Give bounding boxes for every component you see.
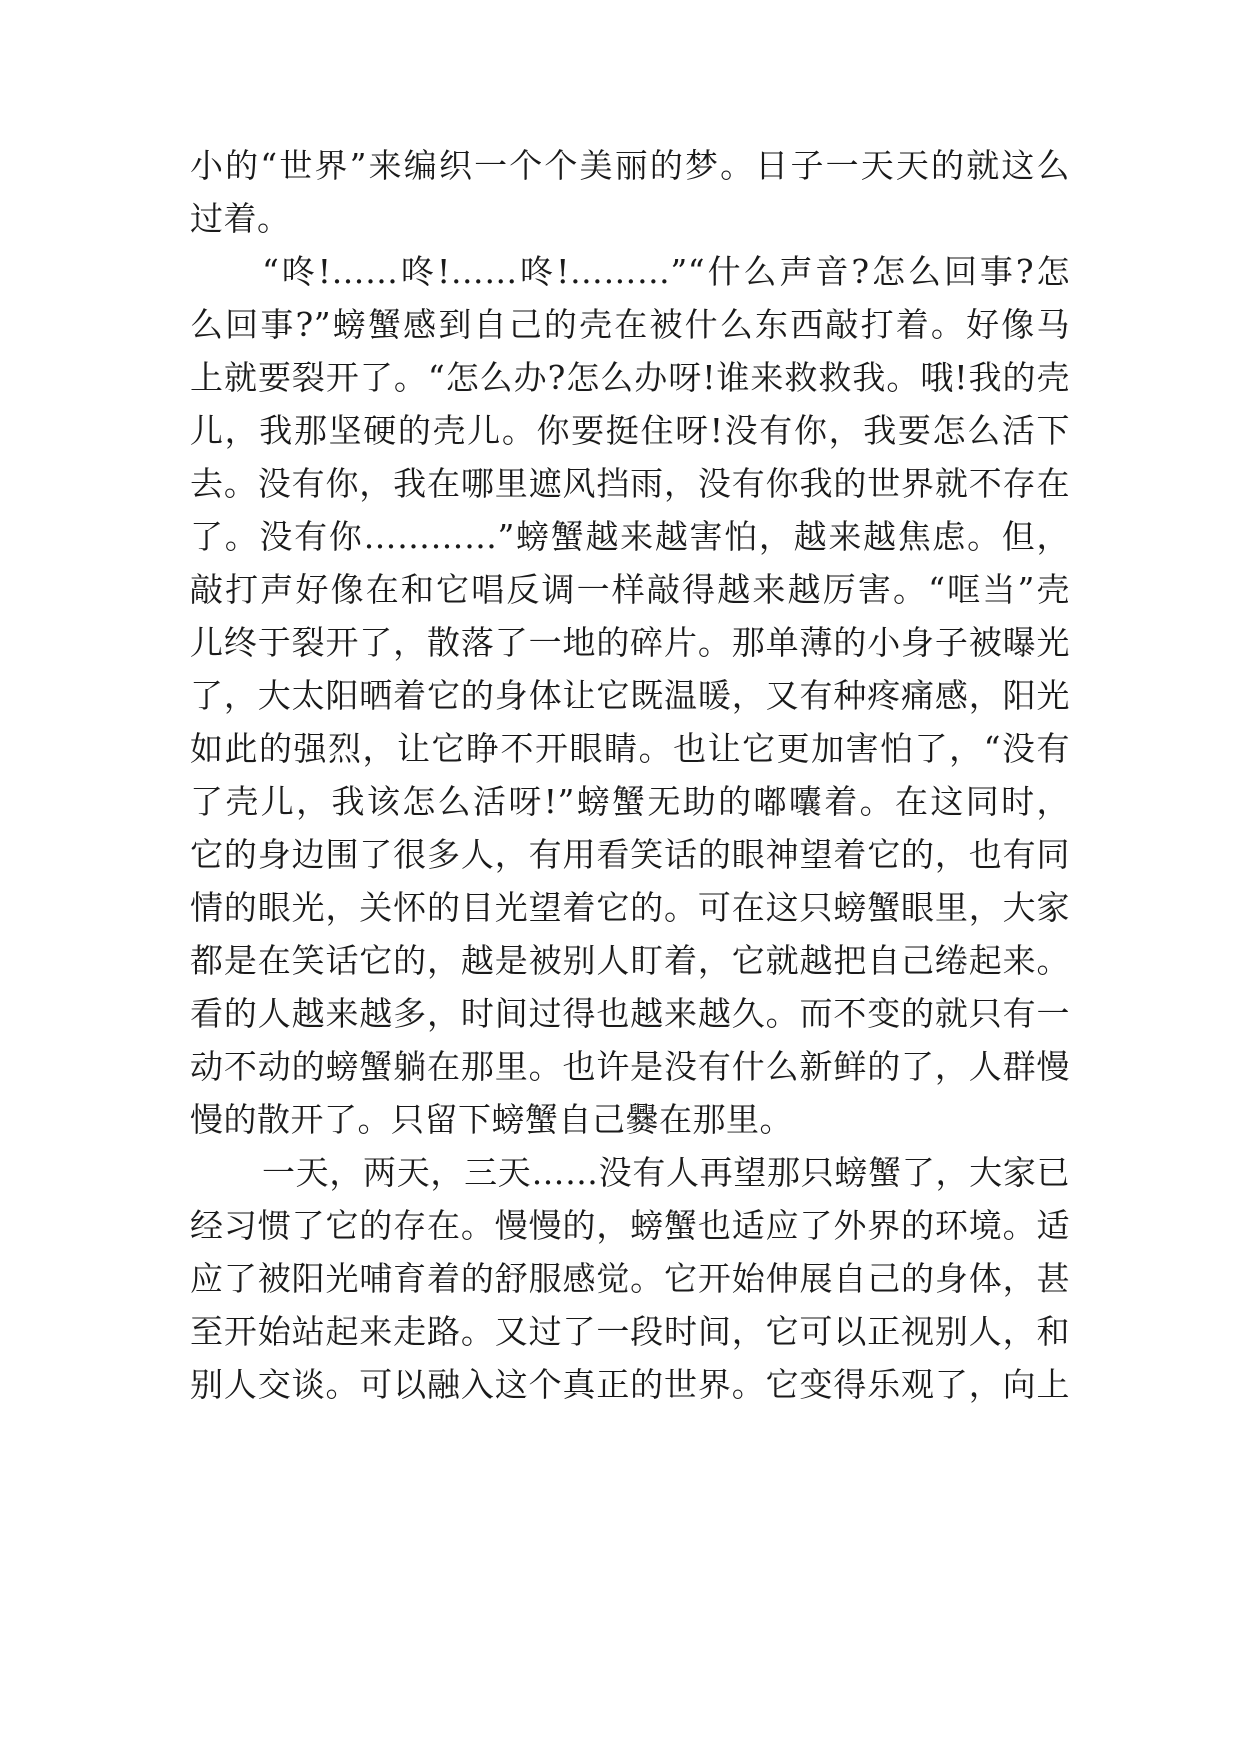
text-line-16: 都是在笑话它的，越是被别人盯着，它就越把自己绻起来。 — [190, 941, 1070, 980]
text-line-12: 如此的强烈，让它睁不开眼睛。也让它更加害怕了，“没有 — [190, 729, 1070, 768]
text-line-17: 看的人越来越多，时间过得也越来越久。而不变的就只有一 — [190, 994, 1070, 1033]
text-line-6: 儿，我那坚硬的壳儿。你要挺住呀!没有你，我要怎么活下 — [190, 411, 1070, 450]
text-line-18: 动不动的螃蟹躺在那里。也许是没有什么新鲜的了，人群慢 — [190, 1047, 1070, 1086]
text-line-21: 经习惯了它的存在。慢慢的，螃蟹也适应了外界的环境。适 — [190, 1206, 1070, 1245]
text-line-11: 了，大太阳晒着它的身体让它既温暖，又有种疼痛感，阳光 — [190, 676, 1070, 715]
text-line-20: 一天，两天，三天……没有人再望那只螃蟹了，大家已 — [262, 1153, 1070, 1192]
text-line-9: 敲打声好像在和它唱反调一样敲得越来越厉害。“哐当”壳 — [190, 570, 1070, 609]
text-line-8: 了。没有你…………”螃蟹越来越害怕，越来越焦虑。但， — [190, 517, 1070, 556]
text-line-22: 应了被阳光哺育着的舒服感觉。它开始伸展自己的身体，甚 — [190, 1259, 1070, 1298]
text-line-24: 别人交谈。可以融入这个真正的世界。它变得乐观了，向上 — [190, 1365, 1070, 1404]
text-line-13: 了壳儿，我该怎么活呀!”螃蟹无助的嘟囔着。在这同时， — [190, 782, 1070, 821]
text-line-10: 儿终于裂开了，散落了一地的碎片。那单薄的小身子被曝光 — [190, 623, 1070, 662]
text-line-7: 去。没有你，我在哪里遮风挡雨，没有你我的世界就不存在 — [190, 464, 1070, 503]
text-line-1: 小的“世界”来编织一个个美丽的梦。日子一天天的就这么 — [190, 146, 1070, 185]
text-line-23: 至开始站起来走路。又过了一段时间，它可以正视别人，和 — [190, 1312, 1070, 1351]
text-line-5: 上就要裂开了。“怎么办?怎么办呀!谁来救救我。哦!我的壳 — [190, 358, 1070, 397]
text-line-14: 它的身边围了很多人，有用看笑话的眼神望着它的，也有同 — [190, 835, 1070, 874]
text-line-15: 情的眼光，关怀的目光望着它的。可在这只螃蟹眼里，大家 — [190, 888, 1070, 927]
text-line-19: 慢的散开了。只留下螃蟹自己爨在那里。 — [190, 1100, 793, 1139]
text-line-4: 么回事?”螃蟹感到自己的壳在被什么东西敲打着。好像马 — [190, 305, 1070, 344]
text-line-2: 过着。 — [190, 199, 291, 238]
text-line-3: “咚!……咚!……咚!………”“什么声音?怎么回事?怎 — [262, 252, 1070, 291]
